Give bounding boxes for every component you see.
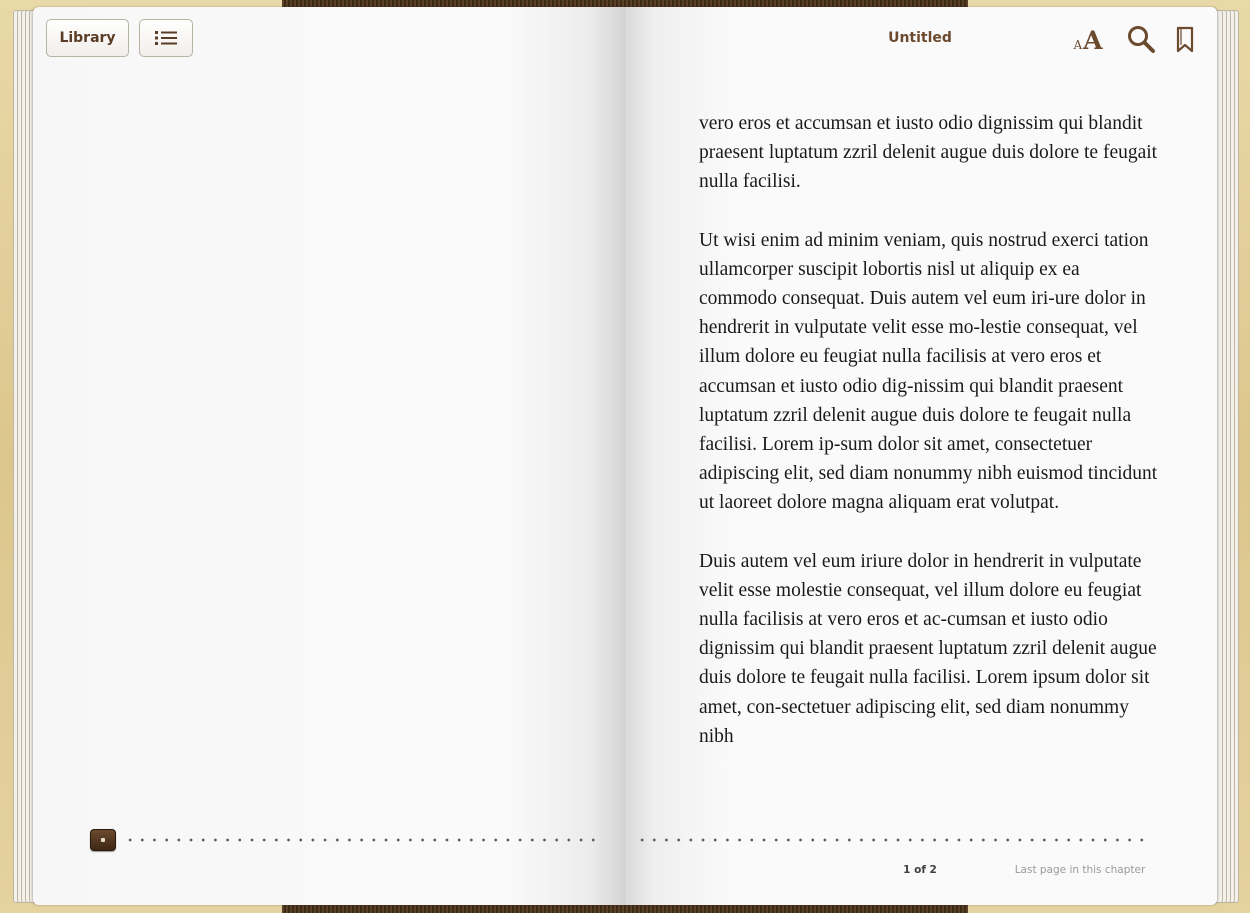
page-scrubber-track[interactable] xyxy=(124,838,604,842)
paragraph: vero eros et accumsan et iusto odio dignissim qui blandit praesent luptatum zzril delenit augue duis dolore te feugait nulla facilisi. xyxy=(699,113,1158,193)
page-scrubber-handle[interactable] xyxy=(90,829,116,851)
page-text[interactable] xyxy=(699,109,1159,780)
bookmark-button[interactable] xyxy=(1175,26,1195,54)
table-of-contents-button[interactable] xyxy=(139,19,193,57)
paragraph: Duis autem vel eum iriure dolor in hendrerit in vulputate velit esse molestie consequat, vel illum dolore eu feugiat nulla facilisis at vero eros et ac-cumsan et iusto odio dignissim qui blandit praesent luptatum zzril delenit augue duis dolore te feugait nulla facilisi. Lorem ipsum dolor sit amet, con-sectetuer adipiscing elit, sed diam nonummy nibh xyxy=(699,550,1157,747)
library-button[interactable] xyxy=(46,19,129,57)
bookmark-icon xyxy=(1175,26,1195,54)
font-size-large-glyph: A xyxy=(1083,26,1103,55)
paragraph: Ut wisi enim ad minim veniam, quis nostrud exerci tation ullamcorper suscipit lobortis nisl ut aliquip ex ea commodo consequat. Duis autem vel eum iri-ure dolor in hendrerit in vulputate velit esse mo-lestie consequat, vel illum dolore eu feugiat nulla facilisis at vero eros et accumsan et iusto odio dig-nissim qui blandit praesent luptatum zzril delenit augue duis dolore te feugait nulla facilisi. Lorem ip-sum dolor sit amet, consectetuer adipiscing elit, sed diam nonummy nibh euismod tincidunt ut laoreet dolore magna aliquam erat volutpat. xyxy=(699,229,1158,514)
search-icon xyxy=(1126,24,1156,54)
left-page[interactable] xyxy=(33,7,625,905)
book-spine-bottom xyxy=(282,905,968,913)
font-size-small-glyph: A xyxy=(1073,38,1083,52)
page-scrubber-track[interactable] xyxy=(636,838,1152,842)
chapter-status: Last page in this chapter xyxy=(1014,864,1146,876)
library-button-label: Library xyxy=(59,30,116,46)
list-icon xyxy=(155,30,177,46)
search-button[interactable] xyxy=(1126,24,1156,54)
book-title: Untitled xyxy=(888,30,952,46)
page-indicator: 1 of 2 xyxy=(903,864,937,876)
font-size-button[interactable] xyxy=(1068,22,1108,56)
